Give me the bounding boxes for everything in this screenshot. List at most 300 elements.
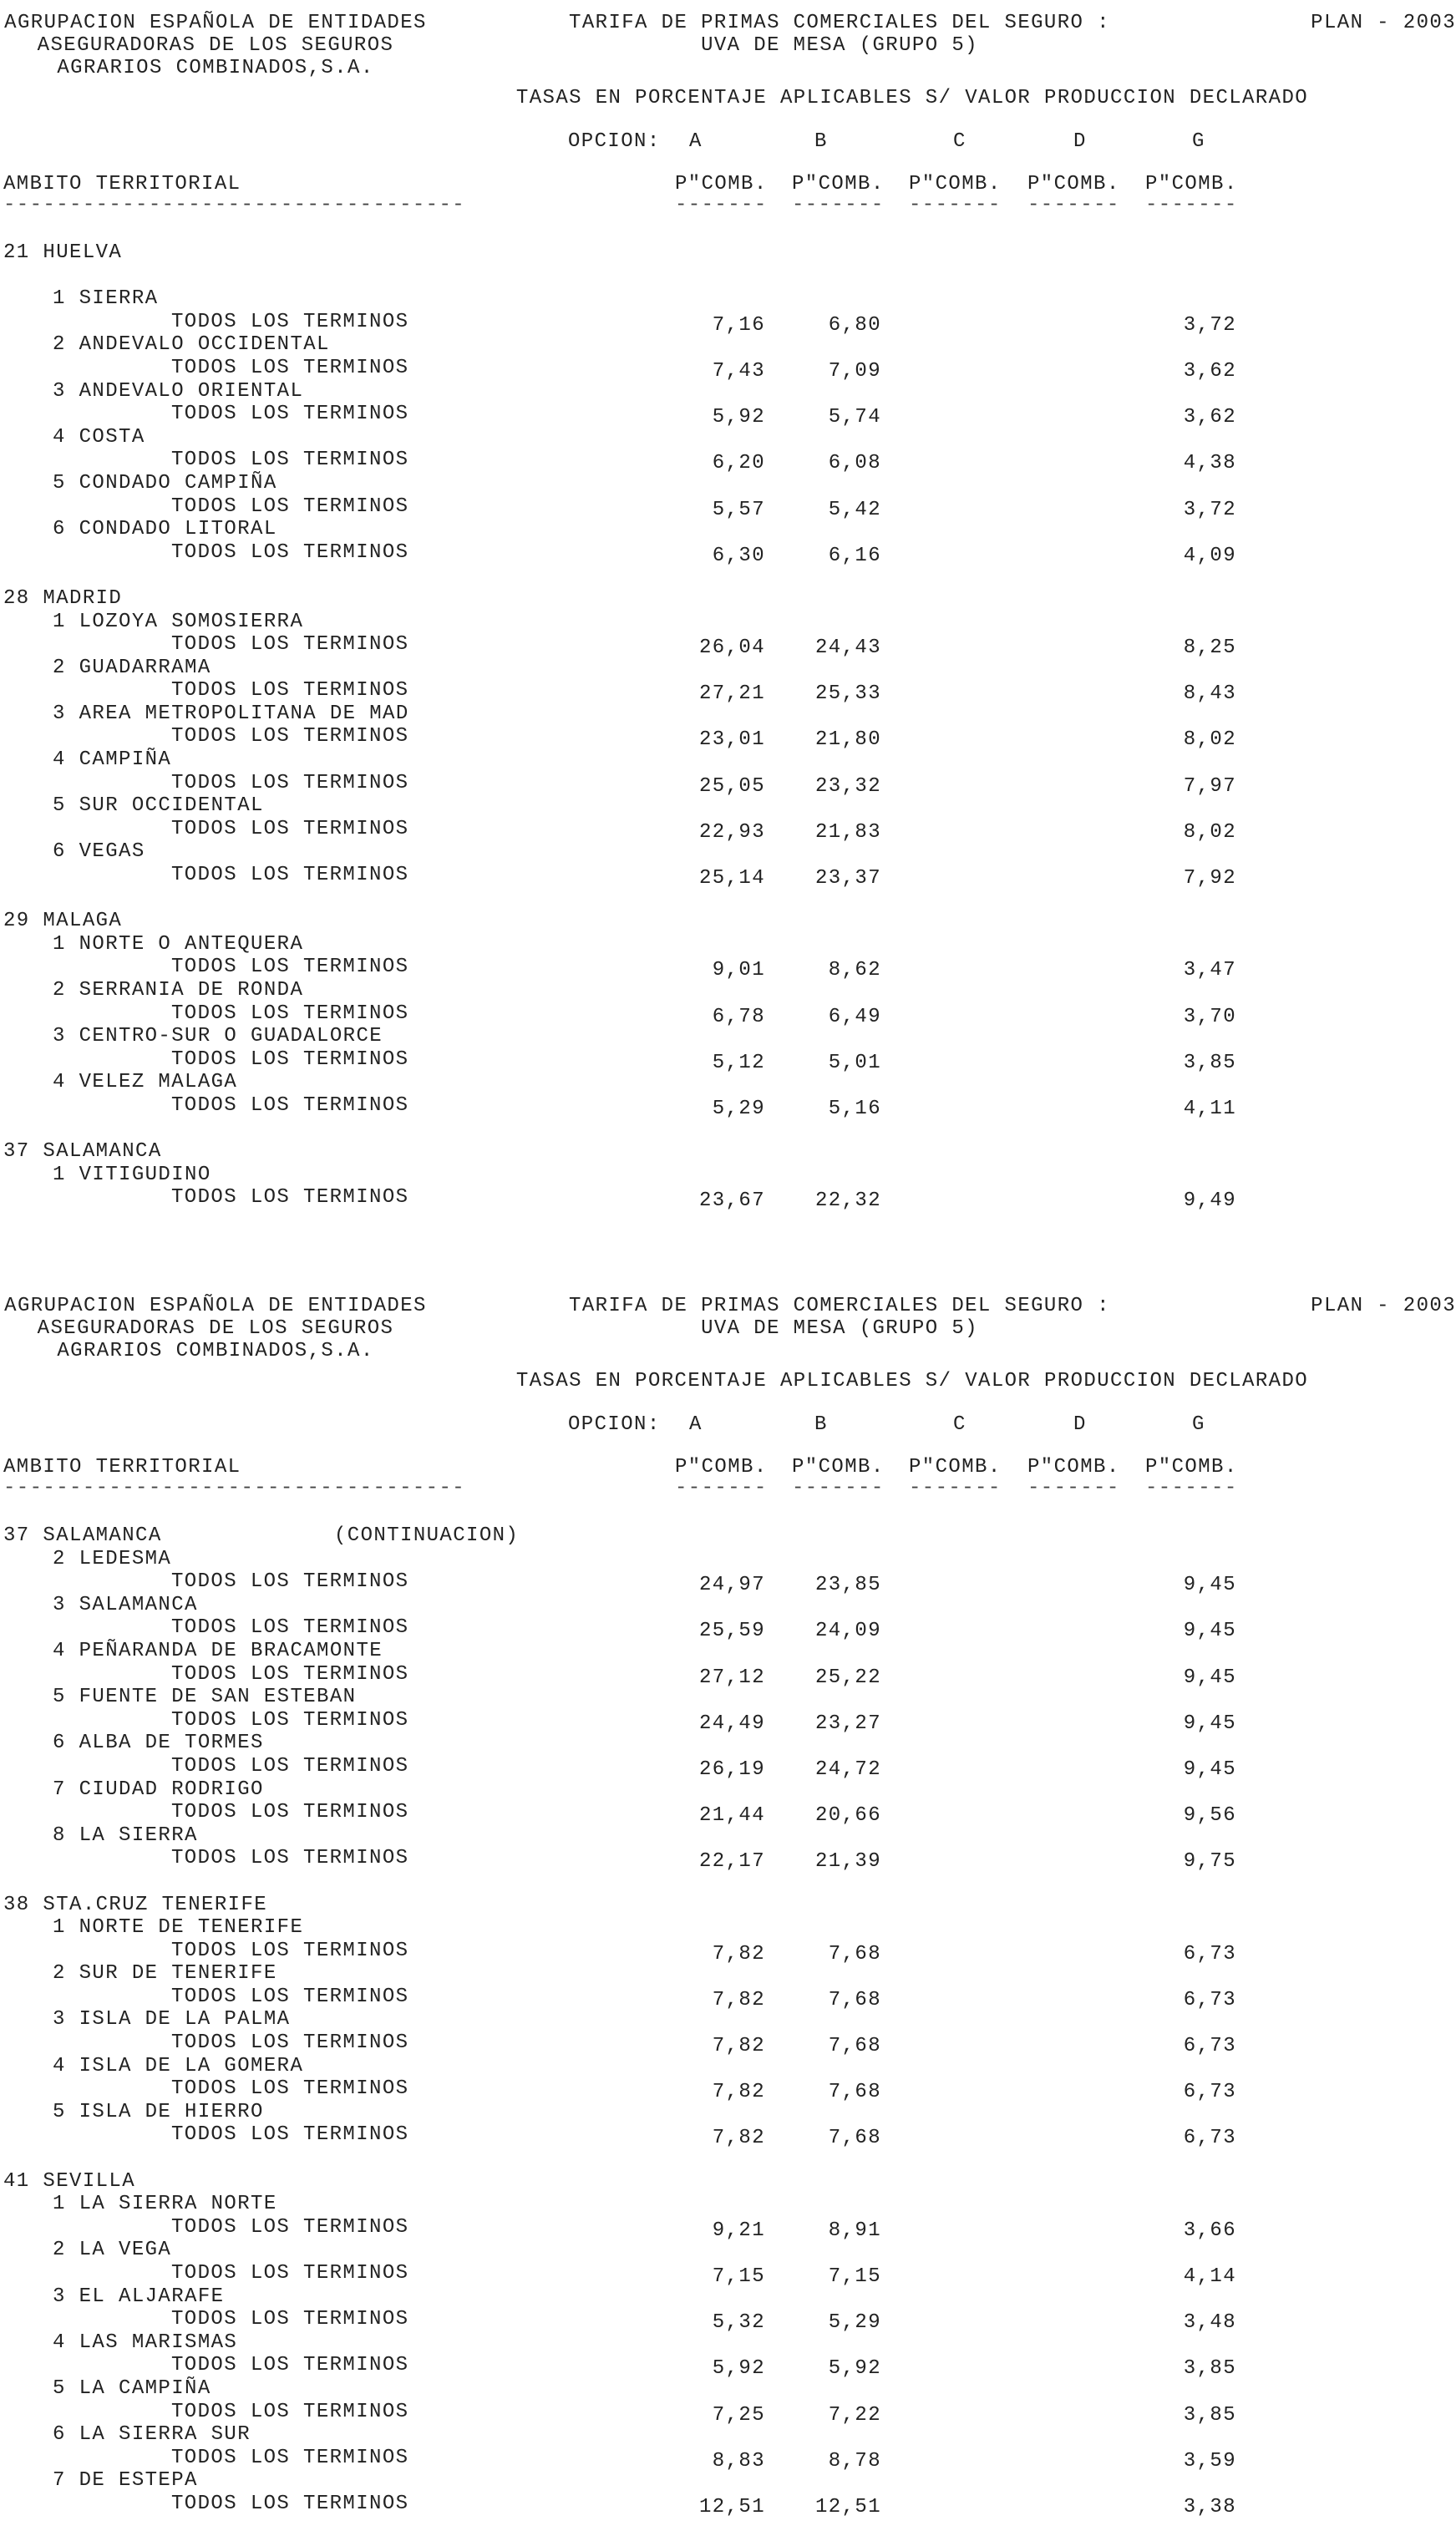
rate-b: 5,29 — [828, 2311, 881, 2335]
terms-label: TODOS LOS TERMINOS — [171, 1708, 409, 1732]
zone-name: 2 LA VEGA — [53, 2239, 172, 2262]
option-label: OPCION: — [568, 1413, 661, 1436]
zone-name: 3 CENTRO-SUR O GUADALORCE — [53, 1025, 383, 1048]
rate-b: 21,80 — [814, 728, 881, 752]
zone-row — [0, 933, 1456, 956]
terms-row — [0, 1847, 1456, 1874]
plan-year: PLAN - 2003 — [1311, 12, 1456, 34]
rate-b: 8,78 — [828, 2449, 881, 2473]
terms-label: TODOS LOS TERMINOS — [171, 2123, 409, 2147]
terms-label: TODOS LOS TERMINOS — [171, 2446, 409, 2469]
ambito-heading: AMBITO TERRITORIAL — [3, 1456, 241, 1478]
rate-g: 3,70 — [1183, 1005, 1236, 1028]
option-A: A — [689, 130, 703, 153]
zone-row — [0, 1640, 1456, 1663]
zone-name: 6 ALBA DE TORMES — [53, 1732, 264, 1755]
zone-row — [0, 2008, 1456, 2031]
column-header-B: P"COMB. — [792, 173, 885, 195]
terms-label: TODOS LOS TERMINOS — [171, 2354, 409, 2377]
column-header-B: P"COMB. — [792, 1456, 885, 1478]
rate-g: 6,73 — [1183, 1988, 1236, 2011]
rate-a: 21,44 — [698, 1804, 765, 1828]
rate-b: 20,66 — [814, 1804, 881, 1828]
rate-b: 21,39 — [814, 1850, 881, 1874]
zone-row — [0, 380, 1456, 403]
terms-label: TODOS LOS TERMINOS — [171, 2262, 409, 2285]
terms-row — [0, 541, 1456, 565]
rate-a: 5,92 — [712, 2357, 765, 2381]
terms-row — [0, 2077, 1456, 2104]
organization-name: AGRUPACION ESPAÑOLA DE ENTIDADES — [4, 1295, 427, 1317]
zone-name: 1 NORTE O ANTEQUERA — [53, 932, 304, 956]
zone-name: 3 AREA METROPOLITANA DE MAD — [53, 702, 409, 725]
blank-line — [0, 564, 1456, 587]
rate-g: 7,92 — [1183, 867, 1236, 890]
terms-row — [0, 2215, 1456, 2242]
zone-name: 2 LEDESMA — [53, 1547, 172, 1570]
document-page — [0, 0, 1456, 1253]
rate-a: 7,82 — [712, 1942, 765, 1965]
rate-a: 24,49 — [698, 1712, 765, 1735]
rate-b: 7,68 — [828, 2127, 881, 2150]
blank-line — [0, 265, 1456, 288]
zone-name: 3 SALAMANCA — [53, 1593, 198, 1616]
rate-g: 9,49 — [1183, 1189, 1236, 1213]
column-rule: ------- — [675, 194, 768, 216]
terms-row — [0, 2400, 1456, 2427]
zone-row — [0, 1916, 1456, 1940]
rate-a: 12,51 — [698, 2495, 765, 2518]
terms-label: TODOS LOS TERMINOS — [171, 817, 409, 840]
zone-row — [0, 518, 1456, 541]
option-C: C — [953, 1413, 966, 1436]
terms-label: TODOS LOS TERMINOS — [171, 2492, 409, 2515]
rate-b: 22,32 — [814, 1189, 881, 1213]
province-name: 21 HUELVA — [3, 241, 123, 264]
organization-name: ASEGURADORAS DE LOS SEGUROS — [37, 34, 394, 57]
zone-name: 5 SUR OCCIDENTAL — [53, 794, 264, 818]
column-rule: ------- — [792, 194, 885, 216]
terms-label: TODOS LOS TERMINOS — [171, 1616, 409, 1640]
terms-label: TODOS LOS TERMINOS — [171, 1801, 409, 1824]
rate-b: 23,32 — [814, 774, 881, 798]
rate-b: 8,91 — [828, 2219, 881, 2242]
rate-b: 23,85 — [814, 1574, 881, 1597]
rate-g: 7,97 — [1183, 774, 1236, 798]
continuation-note: (CONTINUACION) — [334, 1524, 520, 1547]
zone-row — [0, 2423, 1456, 2447]
zone-name: 1 NORTE DE TENERIFE — [53, 1916, 304, 1940]
terms-label: TODOS LOS TERMINOS — [171, 495, 409, 518]
zone-name: 6 VEGAS — [53, 840, 145, 864]
zone-row — [0, 1071, 1456, 1094]
rate-g: 3,72 — [1183, 313, 1236, 337]
rate-g: 8,25 — [1183, 637, 1236, 660]
rate-g: 4,11 — [1183, 1097, 1236, 1120]
rate-a: 24,97 — [698, 1574, 765, 1597]
organization-name: AGRUPACION ESPAÑOLA DE ENTIDADES — [4, 12, 427, 34]
tariff-title: UVA DE MESA (GRUPO 5) — [701, 1317, 978, 1340]
rate-b: 12,51 — [814, 2495, 881, 2518]
zone-row — [0, 2285, 1456, 2309]
rate-g: 3,66 — [1183, 2219, 1236, 2242]
rate-b: 5,74 — [828, 406, 881, 429]
rate-a: 27,21 — [698, 682, 765, 706]
rate-a: 26,19 — [698, 1757, 765, 1781]
tariff-title: TARIFA DE PRIMAS COMERCIALES DEL SEGURO : — [569, 1295, 1110, 1317]
terms-label: TODOS LOS TERMINOS — [171, 2400, 409, 2423]
tariff-title: TARIFA DE PRIMAS COMERCIALES DEL SEGURO : — [569, 12, 1110, 34]
zone-name: 3 ISLA DE LA PALMA — [53, 2008, 291, 2031]
option-label: OPCION: — [568, 130, 661, 153]
option-A: A — [689, 1413, 703, 1436]
rate-g: 8,02 — [1183, 820, 1236, 844]
rate-b: 24,43 — [814, 637, 881, 660]
terms-label: TODOS LOS TERMINOS — [171, 1939, 409, 1962]
rate-g: 6,73 — [1183, 2035, 1236, 2058]
rate-g: 9,45 — [1183, 1620, 1236, 1643]
terms-label: TODOS LOS TERMINOS — [171, 633, 409, 657]
zone-name: 4 CAMPIÑA — [53, 748, 172, 772]
rate-g: 3,38 — [1183, 2495, 1236, 2518]
rate-g: 3,85 — [1183, 2357, 1236, 2381]
rate-b: 7,09 — [828, 359, 881, 383]
terms-row — [0, 449, 1456, 475]
zone-row — [0, 657, 1456, 680]
column-rule: ------- — [1145, 1477, 1238, 1499]
blank-line — [0, 2147, 1456, 2170]
option-D: D — [1073, 130, 1087, 153]
column-header-A: P"COMB. — [675, 1456, 768, 1478]
zone-name: 6 LA SIERRA SUR — [53, 2423, 251, 2447]
province-name: 41 SEVILLA — [3, 2169, 136, 2193]
blank-line — [0, 1118, 1456, 1141]
rate-g: 6,73 — [1183, 2127, 1236, 2150]
option-G: G — [1192, 1413, 1205, 1436]
terms-row — [0, 310, 1456, 337]
organization-name: AGRARIOS COMBINADOS,S.A. — [57, 57, 374, 79]
zone-row — [0, 2331, 1456, 2355]
rate-a: 5,12 — [712, 1051, 765, 1074]
rate-g: 3,62 — [1183, 359, 1236, 383]
terms-row — [0, 725, 1456, 752]
zone-name: 5 LA CAMPIÑA — [53, 2376, 211, 2400]
province-name: 38 STA.CRUZ TENERIFE — [3, 1893, 268, 1916]
terms-row — [0, 1986, 1456, 2009]
rate-b: 21,83 — [814, 820, 881, 844]
terms-row — [0, 1708, 1456, 1735]
option-B: B — [814, 1413, 828, 1436]
terms-label: TODOS LOS TERMINOS — [171, 1662, 409, 1686]
rate-b: 8,62 — [828, 959, 881, 982]
option-G: G — [1192, 130, 1205, 153]
column-rule: ------- — [909, 194, 1002, 216]
rate-a: 6,78 — [712, 1005, 765, 1028]
rate-a: 9,01 — [712, 959, 765, 982]
rate-g: 8,02 — [1183, 728, 1236, 752]
rate-a: 25,59 — [698, 1620, 765, 1643]
zone-row — [0, 2239, 1456, 2262]
rate-g: 3,47 — [1183, 959, 1236, 982]
zone-name: 5 FUENTE DE SAN ESTEBAN — [53, 1686, 357, 1709]
zone-name: 4 ISLA DE LA GOMERA — [53, 2054, 304, 2077]
rate-a: 7,15 — [712, 2265, 765, 2288]
terms-label: TODOS LOS TERMINOS — [171, 356, 409, 379]
rate-a: 7,43 — [712, 359, 765, 383]
zone-name: 5 ISLA DE HIERRO — [53, 2100, 264, 2123]
province-name: 28 MADRID — [3, 586, 123, 610]
rate-b: 25,33 — [814, 682, 881, 706]
zone-row — [0, 748, 1456, 772]
zone-row — [0, 1732, 1456, 1755]
zone-row — [0, 1824, 1456, 1848]
rate-a: 7,25 — [712, 2403, 765, 2427]
rate-a: 6,20 — [712, 452, 765, 475]
rate-g: 3,59 — [1183, 2449, 1236, 2473]
zone-name: 4 COSTA — [53, 425, 145, 449]
province-name: 29 MALAGA — [3, 910, 123, 933]
rate-b: 6,49 — [828, 1005, 881, 1028]
rate-b: 23,27 — [814, 1712, 881, 1735]
column-rule: ------- — [792, 1477, 885, 1499]
zone-row — [0, 1548, 1456, 1571]
province-row — [0, 587, 1456, 611]
ambito-rule: ----------------------------------- — [3, 1477, 466, 1499]
terms-label: TODOS LOS TERMINOS — [171, 679, 409, 702]
zone-row — [0, 2377, 1456, 2401]
option-C: C — [953, 130, 966, 153]
rate-b: 6,16 — [828, 544, 881, 567]
rate-b: 7,22 — [828, 2403, 881, 2427]
column-header-C: P"COMB. — [909, 173, 1002, 195]
rate-g: 3,85 — [1183, 2403, 1236, 2427]
column-header-D: P"COMB. — [1027, 173, 1120, 195]
rate-a: 9,21 — [712, 2219, 765, 2242]
column-header-A: P"COMB. — [675, 173, 768, 195]
rate-g: 3,85 — [1183, 1051, 1236, 1074]
column-rule: ------- — [1027, 1477, 1120, 1499]
province-row — [0, 1524, 1456, 1548]
zone-name: 2 ANDEVALO OCCIDENTAL — [53, 333, 330, 357]
terms-label: TODOS LOS TERMINOS — [171, 771, 409, 794]
terms-label: TODOS LOS TERMINOS — [171, 1847, 409, 1870]
terms-row — [0, 2354, 1456, 2381]
terms-row — [0, 2446, 1456, 2473]
rate-g: 8,43 — [1183, 682, 1236, 706]
option-B: B — [814, 130, 828, 153]
rate-a: 7,82 — [712, 2081, 765, 2104]
terms-row — [0, 495, 1456, 519]
rate-b: 7,68 — [828, 2035, 881, 2058]
terms-label: TODOS LOS TERMINOS — [171, 1186, 409, 1210]
rate-g: 3,62 — [1183, 406, 1236, 429]
terms-row — [0, 864, 1456, 890]
zone-row — [0, 2101, 1456, 2124]
zone-row — [0, 1962, 1456, 1986]
rate-a: 26,04 — [698, 637, 765, 660]
rate-b: 5,16 — [828, 1097, 881, 1120]
rate-a: 23,67 — [698, 1189, 765, 1213]
terms-row — [0, 1048, 1456, 1072]
zone-name: 1 LOZOYA SOMOSIERRA — [53, 610, 304, 633]
rate-a: 25,14 — [698, 867, 765, 890]
blank-line — [0, 1870, 1456, 1894]
zone-row — [0, 333, 1456, 357]
rate-g: 4,14 — [1183, 2265, 1236, 2288]
rate-b: 5,92 — [828, 2357, 881, 2381]
rate-b: 6,80 — [828, 313, 881, 337]
rate-a: 7,16 — [712, 313, 765, 337]
option-D: D — [1073, 1413, 1087, 1436]
terms-label: TODOS LOS TERMINOS — [171, 725, 409, 748]
column-rule: ------- — [909, 1477, 1002, 1499]
rate-b: 5,01 — [828, 1051, 881, 1074]
terms-label: TODOS LOS TERMINOS — [171, 449, 409, 472]
rate-g: 4,09 — [1183, 544, 1236, 567]
column-header-G: P"COMB. — [1145, 1456, 1238, 1478]
terms-row — [0, 1002, 1456, 1026]
zone-name: 2 SERRANIA DE RONDA — [53, 979, 304, 1002]
rate-g: 9,45 — [1183, 1574, 1236, 1597]
terms-row — [0, 1662, 1456, 1689]
rate-b: 7,15 — [828, 2265, 881, 2288]
terms-label: TODOS LOS TERMINOS — [171, 1570, 409, 1594]
rate-g: 4,38 — [1183, 452, 1236, 475]
document-page — [0, 1283, 1456, 2536]
rate-a: 7,82 — [712, 2035, 765, 2058]
rate-b: 23,37 — [814, 867, 881, 890]
zone-name: 6 CONDADO LITORAL — [53, 518, 277, 541]
terms-label: TODOS LOS TERMINOS — [171, 2215, 409, 2239]
zone-name: 2 GUADARRAMA — [53, 656, 211, 679]
terms-label: TODOS LOS TERMINOS — [171, 2077, 409, 2101]
ambito-heading: AMBITO TERRITORIAL — [3, 173, 241, 195]
zone-name: 2 SUR DE TENERIFE — [53, 1962, 277, 1986]
terms-label: TODOS LOS TERMINOS — [171, 403, 409, 426]
zone-row — [0, 1686, 1456, 1709]
ambito-rule: ----------------------------------- — [3, 194, 466, 216]
zone-row — [0, 794, 1456, 818]
tariff-title: UVA DE MESA (GRUPO 5) — [701, 34, 978, 57]
rate-a: 5,92 — [712, 406, 765, 429]
rate-g: 9,75 — [1183, 1850, 1236, 1874]
rate-a: 5,57 — [712, 498, 765, 521]
zone-name: 1 VITIGUDINO — [53, 1163, 211, 1186]
zone-name: 4 PEÑARANDA DE BRACAMONTE — [53, 1639, 383, 1662]
rate-a: 7,82 — [712, 1988, 765, 2011]
terms-label: TODOS LOS TERMINOS — [171, 1047, 409, 1071]
rate-a: 22,17 — [698, 1850, 765, 1874]
rate-b: 7,68 — [828, 2081, 881, 2104]
zone-name: 3 ANDEVALO ORIENTAL — [53, 379, 304, 403]
zone-row — [0, 979, 1456, 1002]
rate-a: 22,93 — [698, 820, 765, 844]
terms-label: TODOS LOS TERMINOS — [171, 1985, 409, 2008]
zone-row — [0, 1778, 1456, 1802]
rate-b: 5,42 — [828, 498, 881, 521]
terms-row — [0, 1616, 1456, 1643]
rate-a: 25,05 — [698, 774, 765, 798]
terms-row — [0, 403, 1456, 429]
zone-row — [0, 1594, 1456, 1617]
rate-a: 6,30 — [712, 544, 765, 567]
rate-b: 7,68 — [828, 1942, 881, 1965]
terms-row — [0, 2123, 1456, 2150]
terms-label: TODOS LOS TERMINOS — [171, 1093, 409, 1117]
zone-name: 7 DE ESTEPA — [53, 2469, 198, 2493]
rate-g: 6,73 — [1183, 2081, 1236, 2104]
terms-row — [0, 2031, 1456, 2058]
province-row — [0, 241, 1456, 265]
rate-a: 7,82 — [712, 2127, 765, 2150]
province-row — [0, 1140, 1456, 1164]
rates-subtitle: TASAS EN PORCENTAJE APLICABLES S/ VALOR PRODUCCION DECLARADO — [515, 1370, 1309, 1392]
province-row — [0, 1894, 1456, 1917]
zone-name: 4 LAS MARISMAS — [53, 2331, 238, 2354]
column-rule: ------- — [1027, 194, 1120, 216]
rate-g: 9,45 — [1183, 1666, 1236, 1689]
terms-row — [0, 956, 1456, 982]
rates-table — [0, 1524, 1456, 2516]
terms-label: TODOS LOS TERMINOS — [171, 864, 409, 887]
terms-label: TODOS LOS TERMINOS — [171, 2031, 409, 2055]
rate-g: 3,48 — [1183, 2311, 1236, 2335]
rate-g: 9,56 — [1183, 1804, 1236, 1828]
rates-subtitle: TASAS EN PORCENTAJE APLICABLES S/ VALOR PRODUCCION DECLARADO — [515, 87, 1309, 109]
terms-row — [0, 2308, 1456, 2335]
rate-b: 24,72 — [814, 1757, 881, 1781]
terms-row — [0, 1940, 1456, 1963]
zone-row — [0, 2469, 1456, 2493]
zone-name: 1 LA SIERRA NORTE — [53, 2193, 277, 2216]
terms-row — [0, 1754, 1456, 1781]
terms-row — [0, 679, 1456, 706]
terms-row — [0, 2493, 1456, 2516]
rate-b: 7,68 — [828, 1988, 881, 2011]
zone-row — [0, 2055, 1456, 2078]
terms-row — [0, 1186, 1456, 1213]
column-header-D: P"COMB. — [1027, 1456, 1120, 1478]
rate-b: 6,08 — [828, 452, 881, 475]
rates-table — [0, 241, 1456, 1213]
terms-label: TODOS LOS TERMINOS — [171, 956, 409, 979]
zone-row — [0, 426, 1456, 449]
zone-row — [0, 611, 1456, 634]
rate-a: 27,12 — [698, 1666, 765, 1689]
zone-row — [0, 472, 1456, 495]
terms-row — [0, 771, 1456, 798]
terms-label: TODOS LOS TERMINOS — [171, 1002, 409, 1025]
rate-a: 23,01 — [698, 728, 765, 752]
province-name: 37 SALAMANCA — [3, 1140, 162, 1164]
zone-row — [0, 840, 1456, 864]
terms-label: TODOS LOS TERMINOS — [171, 540, 409, 564]
column-rule: ------- — [1145, 194, 1238, 216]
rate-a: 8,83 — [712, 2449, 765, 2473]
terms-row — [0, 1094, 1456, 1118]
blank-line — [0, 887, 1456, 910]
column-rule: ------- — [675, 1477, 768, 1499]
rate-g: 9,45 — [1183, 1712, 1236, 1735]
zone-row — [0, 1164, 1456, 1187]
terms-row — [0, 1801, 1456, 1828]
plan-year: PLAN - 2003 — [1311, 1295, 1456, 1317]
rate-b: 24,09 — [814, 1620, 881, 1643]
zone-row — [0, 2193, 1456, 2216]
terms-row — [0, 633, 1456, 660]
terms-row — [0, 356, 1456, 383]
rate-b: 25,22 — [814, 1666, 881, 1689]
